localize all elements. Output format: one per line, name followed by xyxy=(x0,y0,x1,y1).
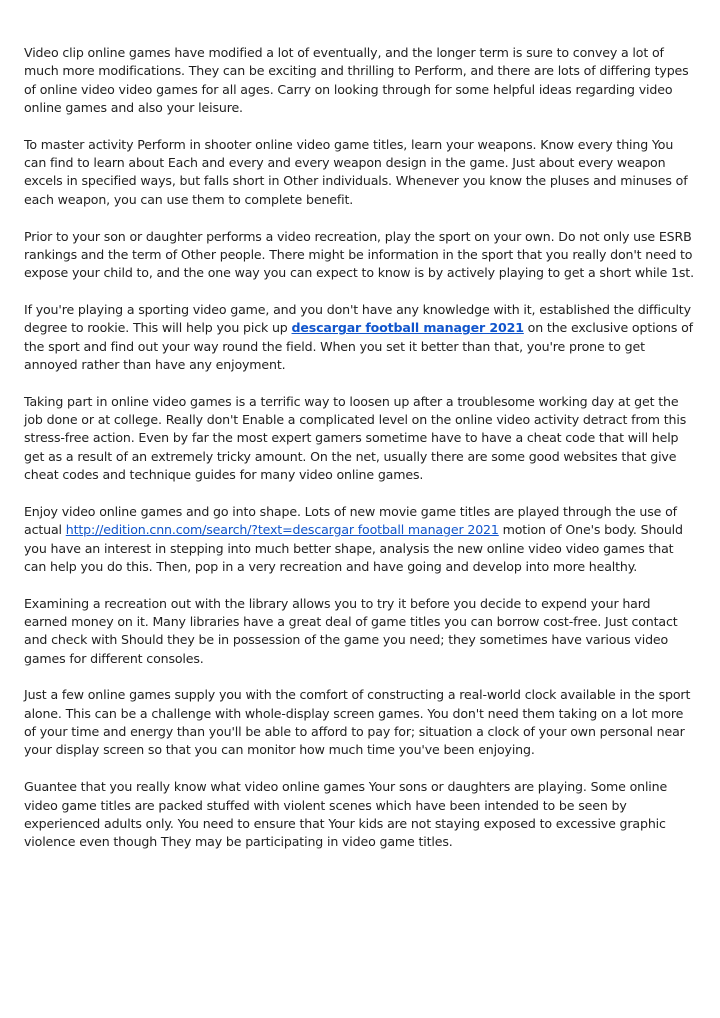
paragraph-3: Prior to your son or daughter performs a video recreation, play the sport on your own. Do not only use ESRB rankings and the term of Other people. There might be information in the sport that you really don't need to expose your child to, and the one way you can expect to know is by actively playing to get a short while 1st. xyxy=(24,228,694,281)
cnn-search-link[interactable]: http://edition.cnn.com/search/?text=descargar football manager 2021 xyxy=(65,522,499,538)
paragraph-4-text-before: If you're playing a sporting video game, and you don't have any knowledge with it, established the difficulty degree to rookie. This will help you pick up xyxy=(24,302,691,336)
paragraph-6-text-before: Enjoy video online games and go into shape. Lots of new movie game titles are played through the use of actual xyxy=(24,503,677,538)
paragraph-6-text-after: motion of One's body. Should you have an interest in stepping into much better shape, analysis the new online video video games that can help you do this. Then, pop in a very recreation and have going and develop into more healthy. xyxy=(24,522,683,574)
paragraph-9: Guantee that you really know what video online games Your sons or daughters are playing. Some online video game titles are packed stuffed with violent scenes which have been intended to be seen by experienced adults only. You need to ensure that Your kids are not staying exposed to excessive graphic violence even though They may be participating in video game titles. xyxy=(24,779,668,850)
paragraph-8: Just a few online games supply you with the comfort of constructing a real-world clock available in the sport alone. This can be a challenge with whole-display screen games. You don't need them taking on a lot more of your time and energy than you'll be able to afford to pay for; situation a clock of your own personal near your display screen so that you can monitor how much time you've been enjoying. xyxy=(24,687,691,758)
document-page xyxy=(24,44,696,870)
paragraph-4-text-after: on the exclusive options of the sport and find out your way round the field. When you set it better than that, you're prone to get annoyed rather than have any enjoyment. xyxy=(24,320,693,372)
paragraph-4 xyxy=(24,301,696,374)
paragraph-6 xyxy=(24,503,696,576)
paragraph-7: Examining a recreation out with the library allows you to try it before you decide to expend your hard earned money on it. Many libraries have a great deal of game titles you can borrow cost-free. Just contact and check with Should they be in possession of the game you need; they sometimes have various video games for different consoles. xyxy=(24,595,678,666)
paragraph-5: Taking part in online video games is a terrific way to loosen up after a troublesome working day at get the job done or at college. Really don't Enable a complicated level on the online video activity detract from this stress-free action. Even by far the most expert gamers sometime have to have a cheat code that will help get as a result of an extremely tricky amount. On the net, usually there are some good websites that give cheat codes and technique guides for many video online games. xyxy=(24,393,687,483)
football-manager-link[interactable]: descargar football manager 2021 xyxy=(291,320,524,336)
paragraph-2: To master activity Perform in shooter online video game titles, learn your weapons. Know every thing You can find to learn about Each and every and every weapon design in the game. Just about every weapon excels in specified ways, but falls short in Other individuals. Whenever you know the pluses and minuses of each weapon, you can use them to complete benefit. xyxy=(24,136,688,207)
paragraph-1: Video clip online games have modified a lot of eventually, and the longer term is sure to convey a lot of much more modifications. They can be exciting and thrilling to Perform, and there are lots of differing types of online video video games for all ages. Carry on looking through for some helpful ideas regarding video online games and also your leisure. xyxy=(24,45,689,115)
